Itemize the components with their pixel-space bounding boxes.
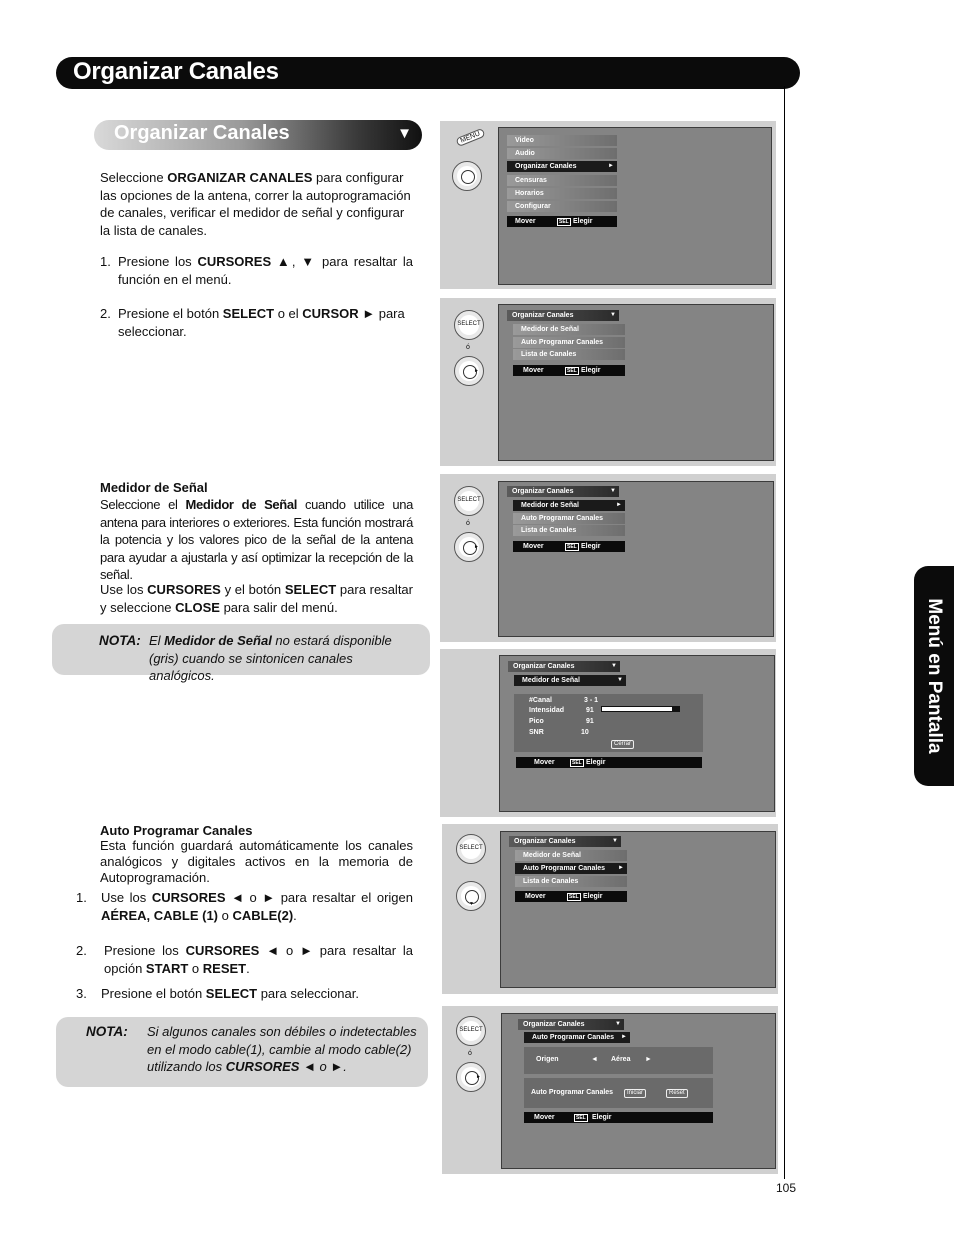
intro-step-2-number: 2.	[100, 306, 111, 321]
tv-screen	[498, 304, 774, 461]
menu-button	[452, 161, 482, 191]
osd-header: Organizar Canales ▼	[507, 486, 619, 497]
note-label: NOTA:	[86, 1024, 128, 1039]
submenu-medidor: Medidor de Señal	[515, 850, 627, 861]
submenu-auto: Auto Programar Canales ►	[515, 863, 627, 874]
note-box-medidor	[52, 624, 430, 683]
osd-nav-bar: Mover SEL Elegir	[515, 891, 627, 902]
auto-program-label: Auto Programar Canales	[531, 1089, 614, 1096]
strength-value: 91	[586, 707, 594, 714]
down-arrow-icon: ▼	[397, 125, 412, 142]
section-title: Organizar Canales	[114, 122, 290, 144]
menu-item-audio: Audio	[507, 148, 617, 159]
cursor-pad: ►	[456, 1062, 486, 1092]
tv-screen	[498, 481, 774, 637]
auto-paragraph: Esta función guardará automáticamente los canales analógicos y digitales activos en la memoria de Autoprogramación.	[100, 838, 413, 885]
medidor-paragraph-2: Use los CURSORES y el botón SELECT para resaltar y seleccione CLOSE para salir del menú.	[100, 582, 413, 615]
intro-step-2: Presione el botón SELECT o el CURSOR ► para seleccionar.	[118, 306, 405, 339]
auto-program-title: Auto Programar Canales ►	[524, 1032, 630, 1043]
reset-button: Reset	[666, 1089, 688, 1098]
note-label: NOTA:	[99, 633, 141, 648]
page-header-bar	[56, 57, 800, 89]
section-header	[94, 120, 422, 150]
menu-item-censuras: Censuras	[507, 175, 617, 186]
intro-paragraph: Seleccione ORGANIZAR CANALES para configurar las opciones de la antena, correr la autoprogramación de canales, verificar el medidor de señal y configurar la lista de canales.	[100, 170, 411, 238]
cursor-pad: ►	[454, 356, 484, 386]
cursor-pad: ▼	[456, 881, 486, 911]
note-text: El Medidor de Señal no estará disponible (gris) cuando se sintonicen canales analógicos.	[149, 633, 392, 683]
osd-header: Organizar Canales ▼	[518, 1019, 624, 1030]
auto-step-1: Use los CURSORES ◄ o ► para resaltar el origen AÉREA, CABLE (1) o CABLE(2).	[101, 890, 413, 923]
side-tab	[914, 566, 954, 786]
osd-nav-bar: Mover SEL Elegir	[524, 1112, 713, 1123]
select-button: SELECT	[454, 310, 484, 340]
auto-step-1-number: 1.	[76, 890, 87, 905]
cursor-pad: ►	[454, 532, 484, 562]
select-button: SELECT	[456, 834, 486, 864]
auto-step-2: Presione los CURSORES ◄ o ► para resaltar la opción START o RESET.	[104, 943, 414, 976]
select-button: SELECT	[454, 486, 484, 516]
osd-nav-bar: Mover SEL Elegir	[516, 757, 702, 768]
illustration-panel-3	[440, 474, 776, 642]
auto-step-3-number: 3.	[76, 986, 87, 1001]
origin-label: Origen	[536, 1056, 559, 1063]
menu-item-configurar: Configurar	[507, 201, 617, 212]
origin-row	[524, 1047, 713, 1074]
submenu-medidor: Medidor de Señal	[513, 324, 625, 335]
osd-header: Organizar Canales ▼	[509, 836, 621, 847]
submenu-lista: Lista de Canales	[513, 349, 625, 360]
auto-step-3: Presione el botón SELECT para seleccionar.	[101, 986, 359, 1001]
menu-item-video: Video	[507, 135, 617, 146]
snr-value: 10	[581, 729, 589, 736]
submenu-medidor: Medidor de Señal ►	[513, 500, 625, 511]
strength-label: Intensidad	[529, 707, 565, 714]
signal-meter-box	[514, 694, 703, 752]
medidor-heading: Medidor de Señal	[100, 480, 208, 495]
peak-label: Pico	[529, 718, 544, 725]
submenu-auto: Auto Programar Canales	[513, 513, 625, 524]
menu-button-label: MENU	[455, 128, 485, 147]
tv-screen	[498, 127, 772, 285]
auto-program-row	[524, 1078, 713, 1108]
start-button: Iniciar	[624, 1089, 646, 1098]
submenu-lista: Lista de Canales	[515, 876, 627, 887]
osd-header: Organizar Canales ▼	[508, 661, 620, 672]
submenu-lista: Lista de Canales	[513, 525, 625, 536]
strength-bar-track	[601, 706, 680, 712]
note-box-auto	[56, 1017, 428, 1087]
right-arrow-icon: ►	[645, 1056, 652, 1063]
menu-item-horarios: Horarios	[507, 188, 617, 199]
auto-step-2-number: 2.	[76, 943, 87, 958]
or-label: ó	[468, 1050, 472, 1057]
page-title: Organizar Canales	[73, 58, 279, 85]
osd-nav-bar: Mover SEL Elegir	[513, 365, 625, 376]
menu-item-organizar: Organizar Canales ►	[507, 161, 617, 172]
peak-value: 91	[586, 718, 594, 725]
close-button: Cerrar	[611, 740, 634, 749]
osd-nav-bar: Mover SEL Elegir	[507, 216, 617, 227]
or-label: ó	[466, 344, 470, 351]
tv-screen	[500, 831, 776, 988]
tv-screen	[499, 655, 775, 812]
channel-value: 3 - 1	[584, 697, 599, 704]
tv-screen	[501, 1013, 776, 1169]
submenu-medidor: Medidor de Señal ▼	[514, 675, 626, 686]
strength-bar-fill	[602, 707, 672, 711]
channel-label: #Canal	[529, 697, 552, 704]
left-arrow-icon: ◄	[591, 1056, 598, 1063]
osd-nav-bar: Mover SEL Elegir	[513, 541, 625, 552]
snr-label: SNR	[529, 729, 544, 736]
illustration-panel-1	[440, 121, 776, 289]
illustration-panel-6	[442, 1006, 778, 1174]
side-tab-label: Menú en Pantalla	[924, 598, 945, 754]
select-button: SELECT	[456, 1016, 486, 1046]
medidor-paragraph: Seleccione el Medidor de Señal cuando utilice una antena para interiores o exteriores. Esta función mostrará la potencia y los valores pico de la señal de la antena para ayudar a ajustarla y así optimizar la recepción de la señal.	[100, 497, 414, 582]
illustration-panel-2	[440, 298, 776, 466]
or-label: ó	[466, 520, 470, 527]
intro-step-1: Presione los CURSORES ▲, ▼ para resaltar la función en el menú.	[118, 254, 413, 287]
auto-heading: Auto Programar Canales	[100, 823, 253, 838]
origin-value: Aérea	[611, 1056, 631, 1063]
illustration-panel-5	[442, 824, 778, 994]
submenu-auto: Auto Programar Canales	[513, 337, 625, 348]
osd-header: Organizar Canales ▼	[507, 310, 619, 321]
illustration-panel-4	[440, 649, 776, 817]
divider-line	[784, 86, 785, 1179]
intro-step-1-number: 1.	[100, 254, 111, 269]
note-text: Si algunos canales son débiles o indetectables en el modo cable(1), cambie al modo cable(2) utilizando los CURSORES ◄ o ►.	[147, 1024, 417, 1074]
page-number: 105	[776, 1181, 797, 1195]
